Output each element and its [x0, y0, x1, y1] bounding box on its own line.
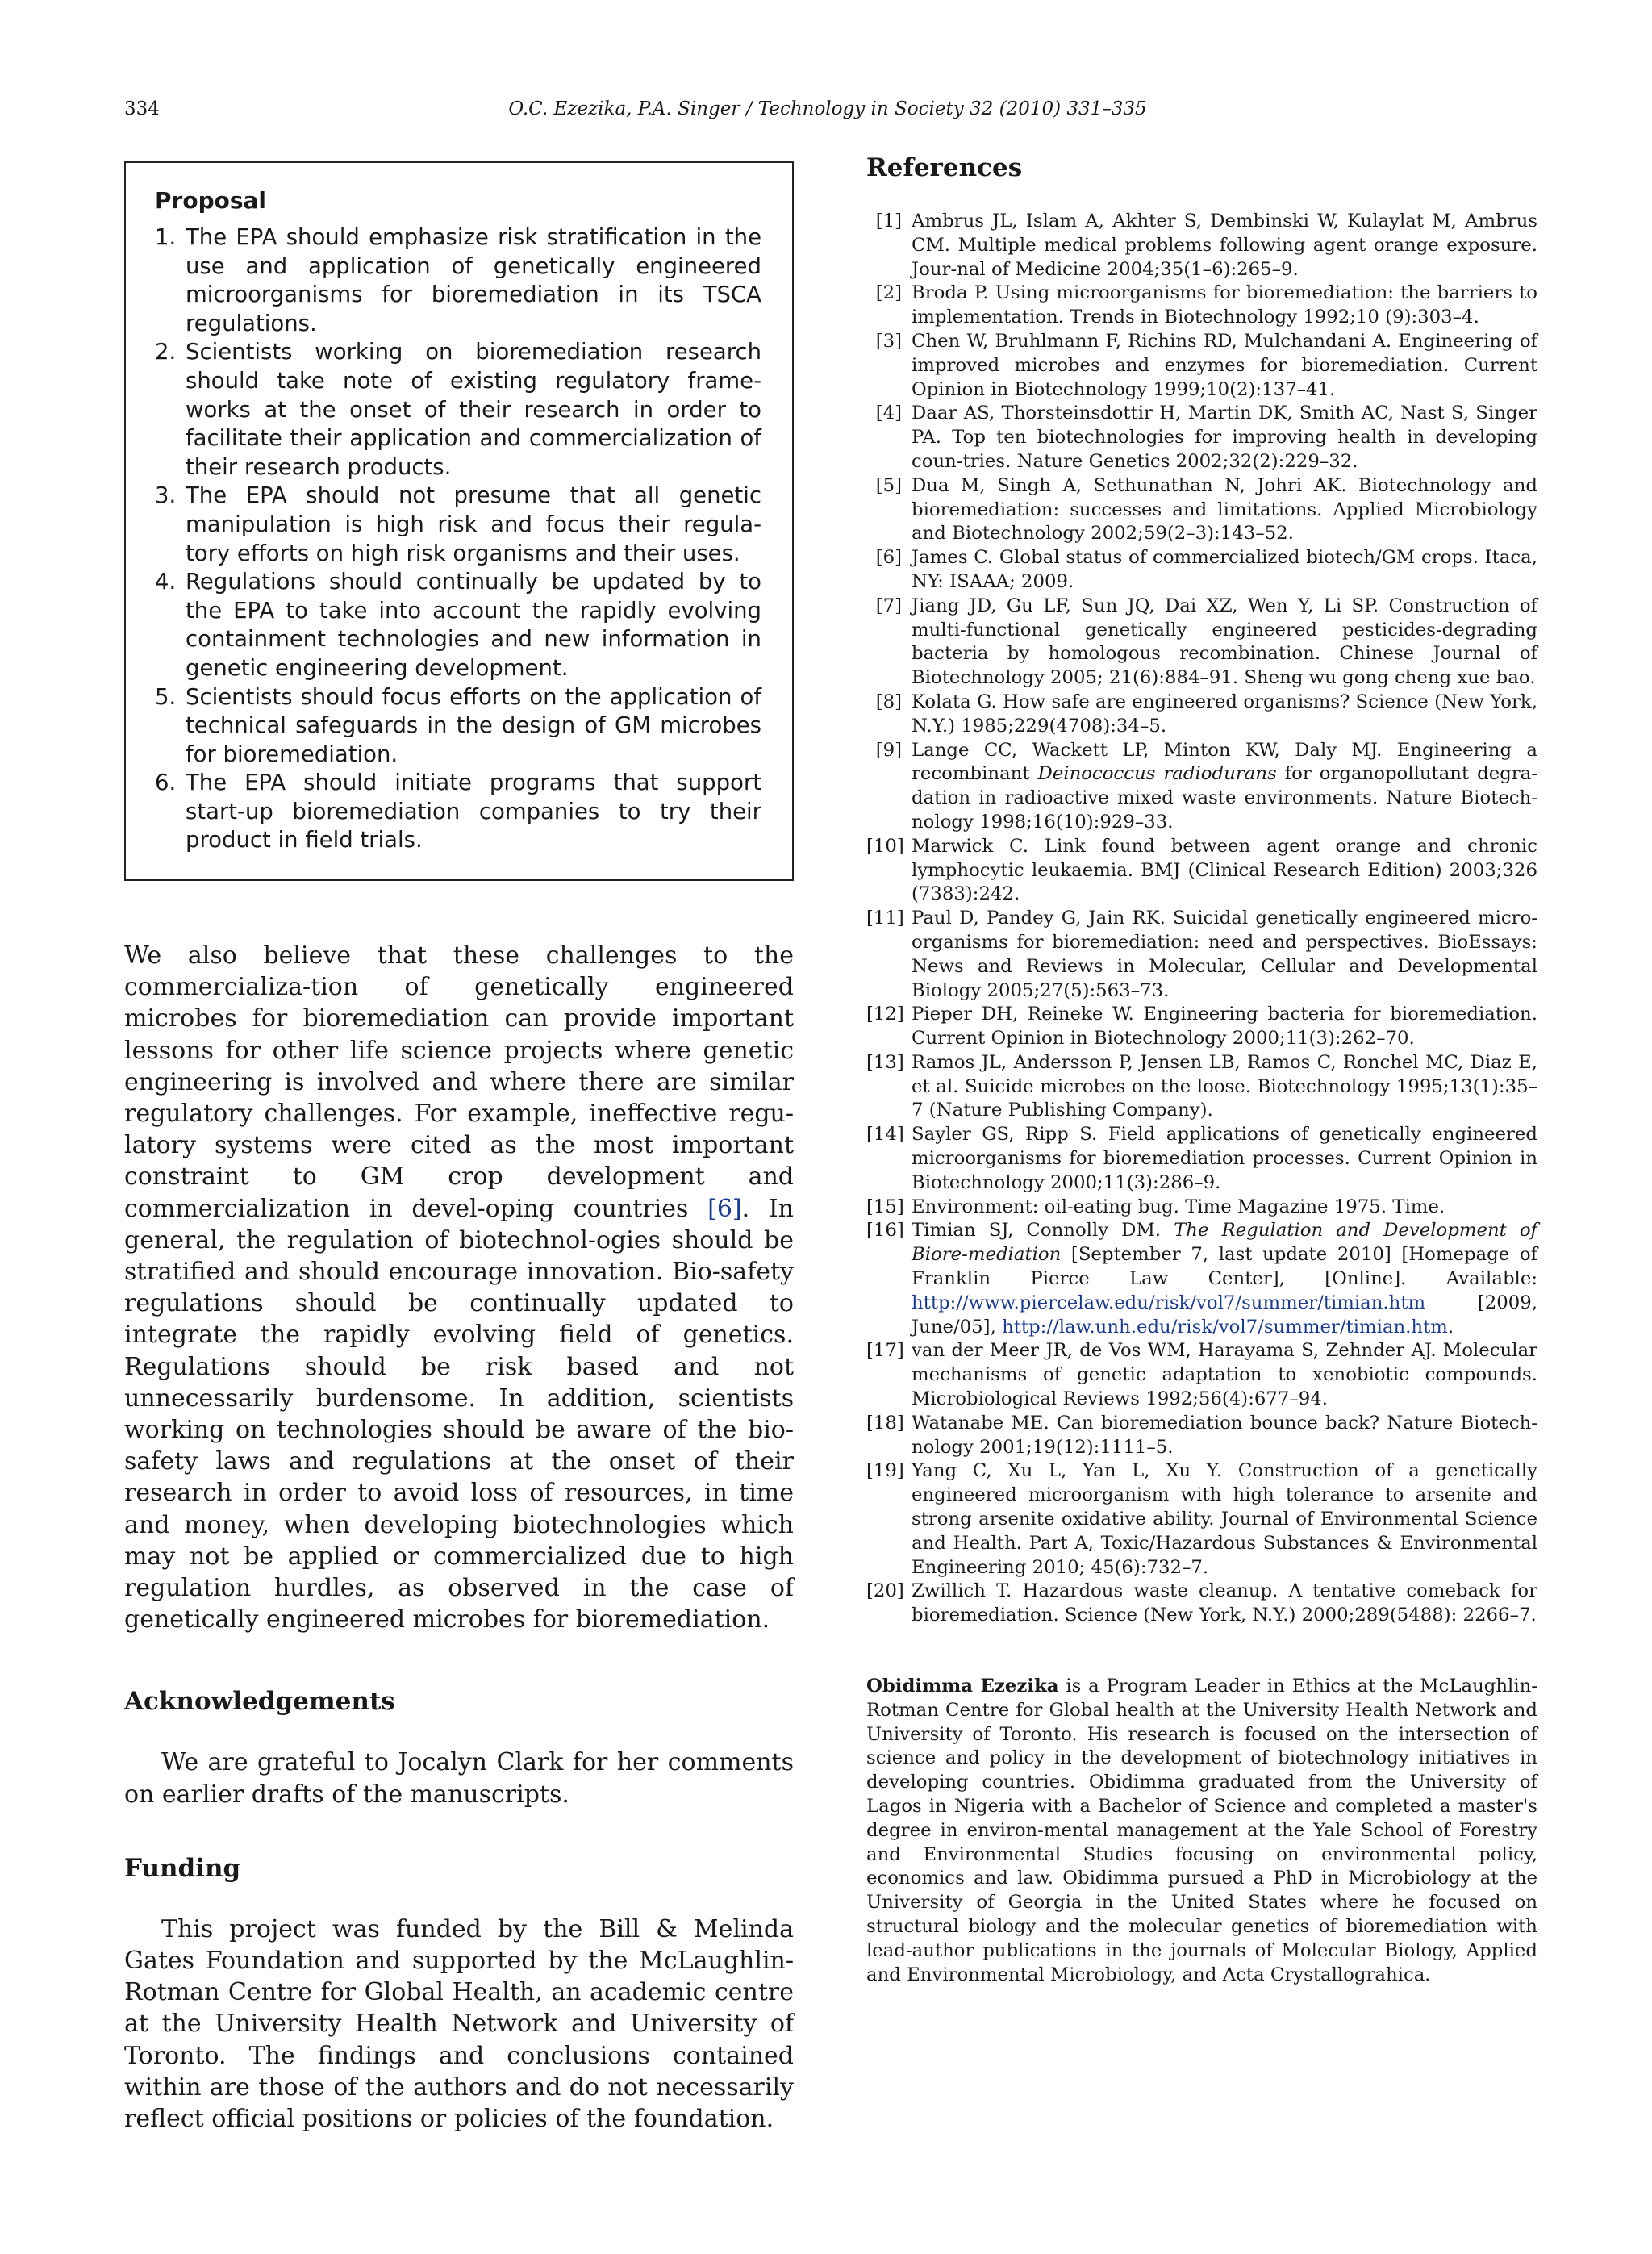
references-heading: References: [866, 153, 1023, 182]
reference-number: [8]: [875, 691, 902, 712]
reference-number: [19]: [866, 1460, 904, 1482]
reference-item: [866, 739, 1537, 835]
reference-number: [9]: [875, 739, 902, 761]
reference-text-part: Lange CC, Wackett LP, Minton KW, Daly MJ. Engineering a recombinant: [912, 739, 1537, 785]
reference-number: [17]: [866, 1340, 904, 1362]
reference-text: [912, 1219, 1537, 1339]
proposal-item: [155, 568, 761, 682]
reference-item: [866, 210, 1537, 282]
reference-url-link[interactable]: http://www.piercelaw.edu/risk/vol7/summer/timian.htm: [912, 1292, 1426, 1313]
reference-number: [3]: [875, 330, 902, 352]
proposal-item-text: The EPA should not presume that all genetic manipulation is high risk and focus their regula-tory efforts on high risk organisms and their uses.: [186, 482, 761, 566]
reference-item: [866, 474, 1537, 546]
reference-text-part: [2009, June/05],: [912, 1292, 1537, 1338]
left-column: [124, 161, 794, 2135]
proposal-item-text: Scientists working on bioremediation research should take note of existing regulatory frame-works at the onset of their research in order to facilitate their application and commercialization of their research products.: [186, 339, 761, 480]
proposal-item-text: The EPA should initiate programs that support start-up bioremediation companies to try their product in field trials.: [186, 770, 761, 854]
reference-number: [20]: [866, 1580, 904, 1602]
right-column: [866, 153, 1537, 2006]
page-number: 334: [124, 98, 160, 119]
acknowledgements-text: We are grateful to Jocalyn Clark for her comments on earlier drafts of the manuscripts.: [124, 1748, 794, 1809]
proposal-list: [155, 223, 761, 855]
reference-text: Kolata G. How safe are engineered organisms? Science (New York, N.Y.) 1985;229(4708):34–5.: [912, 691, 1537, 737]
proposal-item-number: 1.: [155, 224, 177, 250]
running-head: O.C. Ezezika, P.A. Singer / Technology in Society 32 (2010) 331–335: [508, 98, 1147, 119]
reference-number: [14]: [866, 1124, 904, 1146]
proposal-item-text: Scientists should focus efforts on the application of technical safeguards in the design of GM microbes for bioremediation.: [186, 683, 761, 767]
reference-number: [15]: [866, 1196, 904, 1217]
reference-number: [6]: [875, 547, 902, 569]
author-bio-name: Obidimma Ezezika: [866, 1676, 1059, 1697]
reference-italic-text: Deinococcus radiodurans: [1037, 763, 1277, 785]
reference-text: Ramos JL, Andersson P, Jensen LB, Ramos C, Ronchel MC, Diaz E, et al. Suicide microbes on the loose. Biotechnology 1995;13(1):35–7 (Nature Publishing Company).: [912, 1051, 1537, 1121]
reference-text: Jiang JD, Gu LF, Sun JQ, Dai XZ, Wen Y, Li SP. Construction of multi-functional genetically engineered pesticides-degrading bacteria by homologous recombination. Chinese Journal of Biotechnology 2005; 21(6):884–91. Sheng wu gong cheng xue bao.: [912, 595, 1537, 689]
proposal-item: [155, 482, 761, 568]
reference-text: Watanabe ME. Can bioremediation bounce back? Nature Biotech-nology 2001;19(12):1111–5.: [912, 1412, 1537, 1458]
reference-number: [18]: [866, 1412, 904, 1434]
reference-text: Marwick C. Link found between agent orange and chronic lymphocytic leukaemia. BMJ (Clinical Research Edition) 2003;326 (7383):242.: [912, 835, 1537, 905]
reference-number: [16]: [866, 1220, 904, 1242]
proposal-item-number: 5.: [155, 683, 177, 710]
reference-text: Chen W, Bruhlmann F, Richins RD, Mulchandani A. Engineering of improved microbes and enzymes for bioremediation. Current Opinion in Biotechnology 1999;10(2):137–41.: [912, 330, 1537, 400]
funding-heading: Funding: [124, 1853, 241, 1883]
reference-text: [912, 739, 1537, 835]
reference-text: Sayler GS, Ripp S. Field applications of genetically engineered microorganisms for bioremediation processes. Current Opinion in Biotechnology 2000;11(3):286–9.: [912, 1124, 1537, 1193]
proposal-item-text: The EPA should emphasize risk stratification in the use and application of genetically engineered microorganisms for bioremediation in its TSCA regulations.: [186, 224, 761, 336]
reference-number: [1]: [875, 211, 902, 232]
proposal-item-number: 6.: [155, 770, 177, 796]
reference-number: [11]: [866, 908, 904, 929]
reference-item: [866, 1219, 1537, 1339]
reference-text-part: for organopollutant degra-dation in radioactive mixed waste environments. Nature Biotech-nology 1998;16(10):929–33.: [912, 763, 1538, 833]
reference-item: [866, 402, 1537, 474]
reference-item: [866, 691, 1537, 739]
reference-item: [866, 1580, 1537, 1628]
reference-item: [866, 1412, 1537, 1460]
reference-number: [10]: [866, 835, 904, 857]
reference-number: [2]: [875, 282, 902, 304]
proposal-item: [155, 683, 761, 770]
author-bio-text: is a Program Leader in Ethics at the McLaughlin-Rotman Centre for Global health at the University Health Network and University of Toronto. His research is focused on the intersection of science and policy in the development of biotechnology initiatives in developing countries. Obidimma graduated from the University of Lagos in Nigeria with a Bachelor of Science and completed a master's degree in environ-mental management at the Yale School of Forestry and Environmental Studies focusing on environmental policy, economics and law. Obidimma pursued a PhD in Microbiology at the University of Georgia in the United States where he focused on structural biology and the molecular genetics of bioremediation with lead-author publications in the journals of Molecular Biology, Applied and Environmental Microbiology, and Acta Crystallograhica.: [866, 1676, 1538, 1985]
reference-text: Dua M, Singh A, Sethunathan N, Johri AK. Biotechnology and bioremediation: successes and limitations. Applied Microbiology and Biotechnology 2002;59(2–3):143–52.: [912, 474, 1537, 545]
body-paragraph: [124, 940, 794, 1635]
proposal-item-text: Regulations should continually be updated by to the EPA to take into account the rapidly evolving containment technologies and new information in genetic engineering development.: [186, 569, 761, 681]
reference-text: Ambrus JL, Islam A, Akhter S, Dembinski W, Kulaylat M, Ambrus CM. Multiple medical problems following agent orange exposure. Jour-nal of Medicine 2004;35(1–6):265–9.: [912, 211, 1537, 280]
author-bio: [866, 1675, 1537, 1987]
reference-text: Broda P. Using microorganisms for bioremediation: the barriers to implementation. Trends in Biotechnology 1992;10 (9):303–4.: [912, 282, 1537, 328]
body-text: . In general, the regulation of biotechnol-ogies should be stratified and should encourage innovation. Bio-safety regulations should be continually updated to integrate the rapidly evolving field of genetics. Regulations should be risk based and not unnecessarily burdensome. In addition, scientists working on technologies should be aware of the bio-safety laws and regulations at the onset of their research in order to avoid loss of resources, in time and money, when developing biotechnologies which may not be applied or commercialized due to high regulation hurdles, as observed in the case of genetically engineered microbes for bioremediation.: [124, 1194, 794, 1634]
reference-item: [866, 1459, 1537, 1580]
proposal-item: [155, 338, 761, 482]
body-text: We also believe that these challenges to the commercializa-tion of genetically engineered microbes for bioremediation can provide important lessons for other life science projects where genetic engineering is involved and where there are similar regulatory challenges. For example, ineffective regu-latory systems were cited as the most important constraint to GM crop development and commercialization in devel-oping countries: [124, 941, 794, 1223]
acknowledgements-heading: Acknowledgements: [124, 1687, 395, 1717]
reference-text: van der Meer JR, de Vos WM, Harayama S, Zehnder AJ. Molecular mechanisms of genetic adaptation to xenobiotic compounds. Microbiological Reviews 1992;56(4):677–94.: [912, 1340, 1537, 1410]
proposal-item-number: 3.: [155, 482, 177, 509]
proposal-item-number: 2.: [155, 339, 177, 365]
reference-text-part: [September 7, last update 2010] [Homepage of Franklin Pierce Law Center], [Online]. Available:: [912, 1244, 1537, 1290]
reference-text: Daar AS, Thorsteinsdottir H, Martin DK, Smith AC, Nast S, Singer PA. Top ten biotechnologies for improving health in developing coun-tries. Nature Genetics 2002;32(2):229–32.: [912, 403, 1537, 472]
reference-item: [866, 907, 1537, 1003]
proposal-item: [155, 223, 761, 338]
proposal-title: Proposal: [155, 187, 267, 214]
reference-italic-text: The Regulation and Development of Biore-mediation: [912, 1220, 1537, 1266]
reference-number: [4]: [875, 403, 902, 424]
reference-item: [866, 546, 1537, 595]
reference-text-part: .: [1447, 1316, 1454, 1338]
proposal-item: [155, 769, 761, 855]
proposal-item-number: 4.: [155, 569, 177, 595]
reference-item: [866, 1123, 1537, 1195]
reference-number: [13]: [866, 1051, 904, 1073]
citation-link[interactable]: [6]: [707, 1194, 742, 1223]
funding-text: This project was funded by the Bill & Melinda Gates Foundation and supported by the McLaughlin-Rotman Centre for Global Health, an academic centre at the University Health Network and University of Toronto. The findings and conclusions contained within are those of the authors and do not necessarily reflect official positions or policies of the foundation.: [124, 1914, 794, 2134]
reference-text: Yang C, Xu L, Yan L, Xu Y. Construction of a genetically engineered microorganism with high tolerance to arsenite and strong arsenite oxidative ability. Journal of Environmental Science and Health. Part A, Toxic/Hazardous Substances & Environmental Engineering 2010; 45(6):732–7.: [912, 1460, 1537, 1578]
reference-text: Zwillich T. Hazardous waste cleanup. A tentative comeback for bioremediation. Science (New York, N.Y.) 2000;289(5488): 2266–7.: [912, 1580, 1537, 1626]
reference-number: [7]: [875, 595, 902, 616]
reference-item: [866, 282, 1537, 330]
reference-item: [866, 1196, 1537, 1220]
reference-number: [5]: [875, 474, 902, 496]
reference-item: [866, 595, 1537, 691]
reference-item: [866, 330, 1537, 402]
reference-text: Environment: oil-eating bug. Time Magazine 1975. Time.: [912, 1196, 1446, 1217]
reference-list: [866, 210, 1537, 1628]
reference-item: [866, 1003, 1537, 1051]
reference-number: [12]: [866, 1004, 904, 1025]
page-header: [124, 98, 1531, 131]
reference-item: [866, 1051, 1537, 1123]
reference-text: Pieper DH, Reineke W. Engineering bacteria for bioremediation. Current Opinion in Biotechnology 2000;11(3):262–70.: [912, 1004, 1537, 1050]
reference-item: [866, 1339, 1537, 1411]
reference-url-link[interactable]: http://law.unh.edu/risk/vol7/summer/timian.htm: [1002, 1316, 1448, 1338]
proposal-box: [124, 161, 794, 881]
reference-item: [866, 835, 1537, 907]
reference-text: Paul D, Pandey G, Jain RK. Suicidal genetically engineered micro-organisms for bioremediation: need and perspectives. BioEssays: News and Reviews in Molecular, Cellular and Developmental Biology 2005;27(5):563–73.: [912, 908, 1537, 1001]
reference-text: James C. Global status of commercialized biotech/GM crops. Itaca, NY: ISAAA; 2009.: [912, 547, 1537, 592]
reference-text-part: Timian SJ, Connolly DM.: [912, 1220, 1174, 1242]
